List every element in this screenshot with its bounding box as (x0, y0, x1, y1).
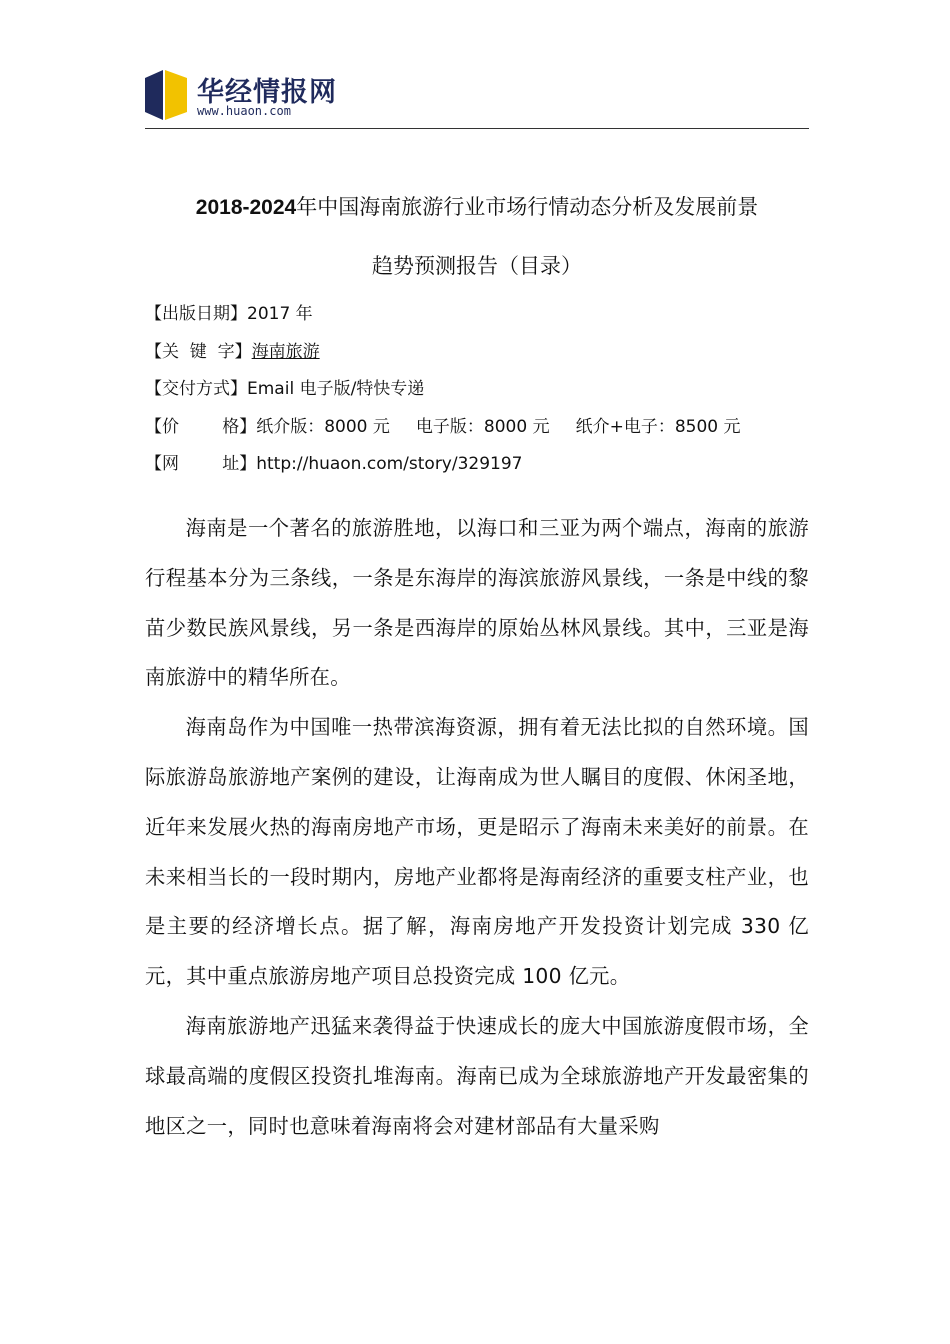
meta-keyword-label: 【关 键 字】 (145, 341, 252, 362)
logo-name: 华经情报网 (197, 77, 337, 108)
meta-price-paper: 纸介版：8000 元 (256, 416, 390, 437)
meta-delivery-row (145, 375, 825, 413)
meta-url-value[interactable]: http://huaon.com/story/329197 (256, 454, 523, 474)
meta-keyword-link[interactable]: 海南旅游 (251, 341, 320, 362)
logo-icon (145, 70, 187, 120)
paragraph: 海南岛作为中国唯一热带滨海资源，拥有着无法比拟的自然环境。国际旅游岛旅游地产案例的建设，让海南成为世人瞩目的度假、休闲圣地，近年来发展火热的海南房地产市场，更是昭示了海南未来美好的前景。在未来相当长的一段时期内，房地产业都将是海南经济的重要支柱产业，也是主要的经济增长点。据了解，海南房地产开发投资计划完成 330 亿元，其中重点旅游房地产项目总投资完成 100 亿元。 (145, 715, 809, 989)
title-year: 2018-2024 (195, 196, 297, 219)
meta-url-label: 【网 址】 (145, 454, 257, 474)
report-meta (145, 300, 825, 488)
report-body (145, 504, 809, 1151)
meta-price-both: 纸介+电子：8500 元 (575, 416, 741, 437)
meta-keyword-row (145, 338, 825, 376)
meta-delivery-label: 【交付方式】 (145, 379, 247, 399)
meta-delivery-value: Email 电子版/特快专递 (247, 379, 425, 399)
title-line2: 趋势预测报告（目录） (372, 254, 582, 278)
meta-price-label: 【价 格】 (145, 416, 257, 437)
meta-date-value: 2017 年 (247, 304, 313, 324)
paragraph: 海南旅游地产迅猛来袭得益于快速成长的庞大中国旅游度假市场，全球最高端的度假区投资扎堆海南。海南已成为全球旅游地产开发最密集的地区之一，同时也意味着海南将会对建材部品有大量采购 (145, 1013, 809, 1138)
report-title (145, 178, 809, 295)
paragraph: 海南是一个著名的旅游胜地，以海口和三亚为两个端点，海南的旅游行程基本分为三条线，一条是东海岸的海滨旅游风景线，一条是中线的黎苗少数民族风景线，另一条是西海岸的原始丛林风景线。其中，三亚是海南旅游中的精华所在。 (145, 516, 809, 690)
meta-date-label: 【出版日期】 (145, 304, 247, 324)
logo-url: www.huaon.com (197, 104, 291, 118)
meta-url-row (145, 450, 825, 488)
title-line1: 年中国海南旅游行业市场行情动态分析及发展前景 (296, 195, 759, 219)
meta-price-electronic: 电子版：8000 元 (415, 416, 550, 437)
meta-date-row (145, 300, 825, 338)
header-divider (145, 128, 809, 129)
page-header (145, 66, 809, 132)
meta-price-row (145, 413, 825, 451)
